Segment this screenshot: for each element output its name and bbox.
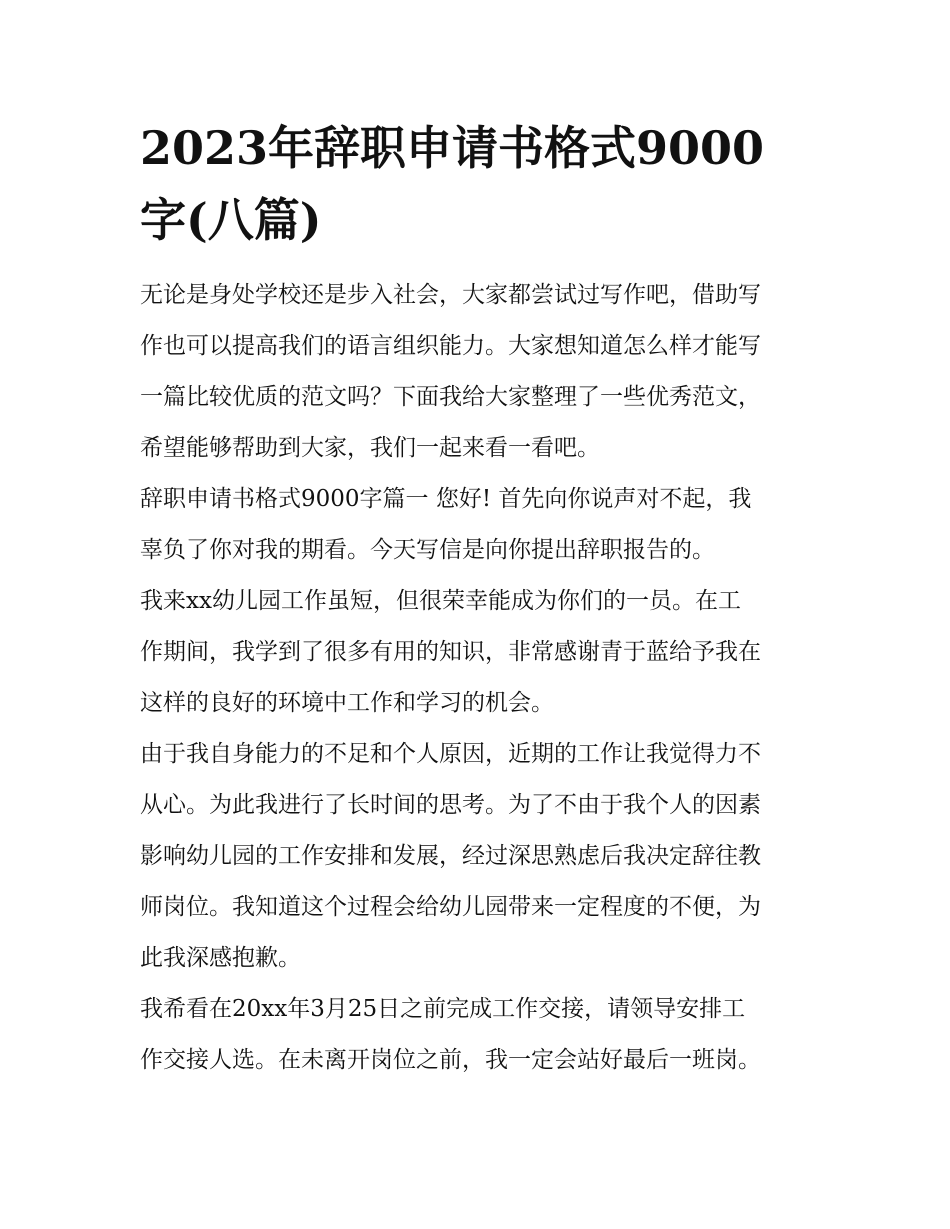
document-title [140, 112, 812, 256]
paragraph-intro [140, 270, 812, 474]
text-line: 辞职申请书格式9000字篇一 您好! 首先向你说声对不起，我 [140, 486, 752, 512]
text-line: 无论是身处学校还是步入社会，大家都尝试过写作吧，借助写 [140, 282, 761, 308]
text-line: 希望能够帮助到大家，我们一起来看一看吧。 [140, 435, 600, 461]
text-line: 作交接人选。在未离开岗位之前，我一定会站好最后一班岗。 [140, 1047, 761, 1073]
paragraph-reason [140, 729, 812, 984]
title-line: 字(八篇) [140, 193, 322, 247]
text-line: 此我深感抱歉。 [140, 945, 301, 971]
text-line: 作期间，我学到了很多有用的知识，非常感谢青于蓝给予我在 [140, 639, 761, 665]
paragraph-greeting [140, 474, 812, 576]
text-line: 师岗位。我知道这个过程会给幼儿园带来一定程度的不便，为 [140, 894, 761, 920]
text-line: 由于我自身能力的不足和个人原因，近期的工作让我觉得力不 [140, 741, 761, 767]
text-line: 作也可以提高我们的语言组织能力。大家想知道怎么样才能写 [140, 333, 761, 359]
text-line: 从心。为此我进行了长时间的思考。为了不由于我个人的因素 [140, 792, 761, 818]
text-line: 影响幼儿园的工作安排和发展，经过深思熟虑后我决定辞往教 [140, 843, 761, 869]
document-content [140, 112, 812, 1086]
paragraph-gratitude [140, 576, 812, 729]
paragraph-handover [140, 984, 812, 1086]
document-body [140, 270, 812, 1086]
text-line: 这样的良好的环境中工作和学习的机会。 [140, 690, 554, 716]
text-line: 我希看在20xx年3月25日之前完成工作交接，请领导安排工 [140, 996, 746, 1022]
title-line: 2023年辞职申请书格式9000 [140, 121, 765, 175]
text-line: 我来xx幼儿园工作虽短，但很荣幸能成为你们的一员。在工 [140, 588, 741, 614]
text-line: 一篇比较优质的范文吗？下面我给大家整理了一些优秀范文， [140, 384, 761, 410]
text-line: 辜负了你对我的期看。今天写信是向你提出辞职报告的。 [140, 537, 715, 563]
